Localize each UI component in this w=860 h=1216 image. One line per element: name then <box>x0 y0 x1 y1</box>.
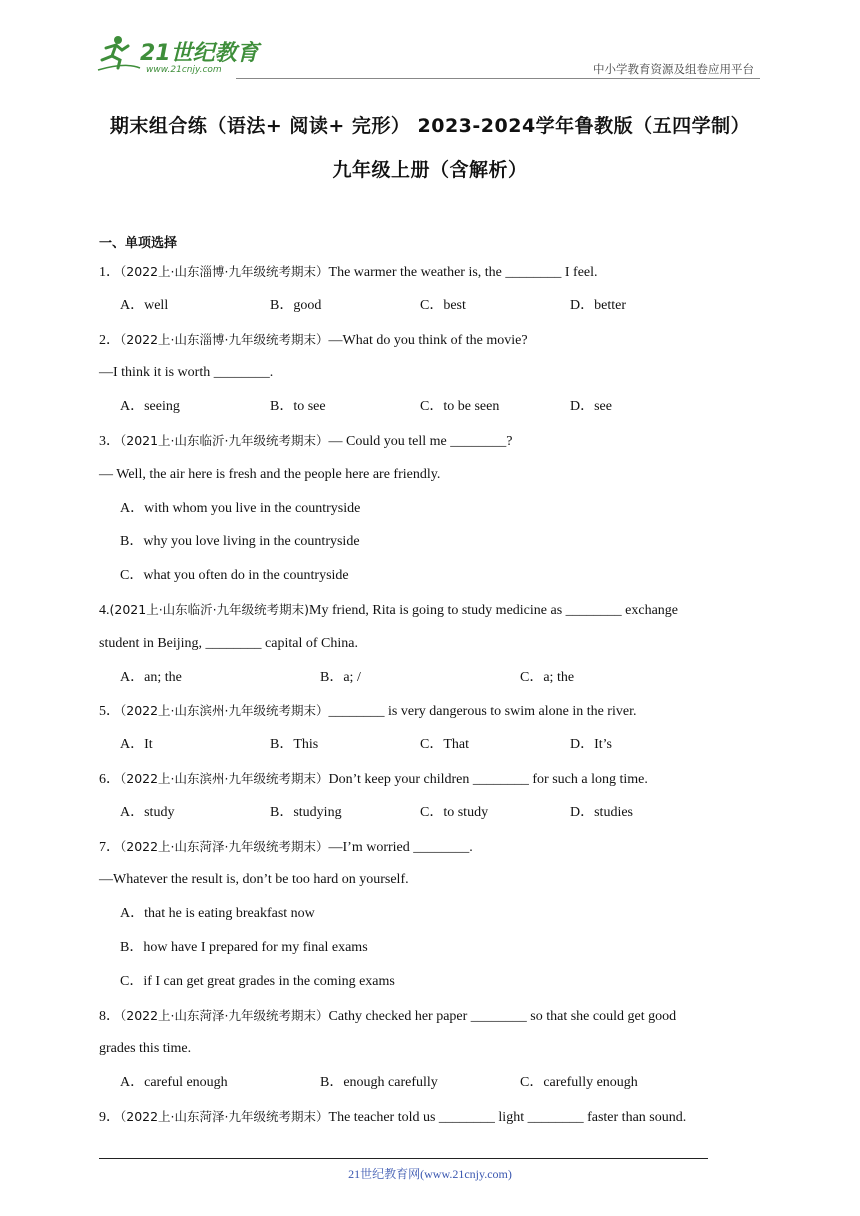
question-stem: The warmer the weather is, the ________ I feel. <box>328 265 598 280</box>
question-stem: —I’m worried ________. <box>328 839 473 855</box>
question-source: （2022上·山东菏泽·九年级统考期末） <box>120 1108 329 1124</box>
question-6-options <box>99 796 763 830</box>
question-number: 1． <box>99 265 120 280</box>
option-b: B．why you love living in the countryside <box>120 534 360 550</box>
option-a: A．careful enough <box>120 1075 228 1091</box>
option-b: B．to see <box>270 399 326 415</box>
question-4 <box>99 593 763 627</box>
question-number: 7． <box>99 839 120 855</box>
option-c: C．if I can get great grades in the coming exams <box>120 973 395 989</box>
question-stem: ________ is very dangerous to swim alone in the river. <box>328 704 637 720</box>
question-source: （2022上·山东滨州·九年级统考期末） <box>120 770 329 786</box>
header-divider <box>236 78 760 79</box>
section-title: 一、单项选择 <box>99 236 178 251</box>
question-2-line2: —I think it is worth ________. <box>99 365 274 381</box>
option-b: B．a; / <box>320 669 361 685</box>
option-b: B．enough carefully <box>320 1075 438 1091</box>
option-a: A．that he is eating breakfast now <box>120 906 315 922</box>
question-number: 5． <box>99 704 120 720</box>
question-8 <box>99 999 763 1033</box>
option-d: D．better <box>570 297 626 313</box>
option-c: C．carefully enough <box>520 1075 638 1091</box>
header-platform-text: 中小学教育资源及组卷应用平台 <box>593 62 754 76</box>
page-header <box>96 30 760 78</box>
option-b: B．studying <box>270 804 342 820</box>
question-2 <box>99 323 763 357</box>
option-a: A．study <box>120 804 175 820</box>
question-source: （2022上·山东滨州·九年级统考期末） <box>120 703 329 719</box>
question-7-line2: —Whatever the result is, don’t be too hard on yourself. <box>99 872 409 888</box>
question-stem: My friend, Rita is going to study medicine as ________ exchange <box>309 602 679 618</box>
question-number: 6． <box>99 771 120 787</box>
option-b: B．how have I prepared for my final exams <box>120 939 368 955</box>
question-9 <box>99 1100 763 1134</box>
option-d: D．studies <box>570 804 633 820</box>
question-number: 3． <box>99 433 120 449</box>
option-a: A．well <box>120 297 169 313</box>
question-stem: —What do you think of the movie? <box>328 332 528 348</box>
option-b: B．This <box>270 737 319 753</box>
option-d: D．see <box>570 399 612 415</box>
option-c: C．to study <box>420 804 489 820</box>
question-number: 9． <box>99 1109 120 1125</box>
logo-text: 21世纪教育 <box>140 41 259 66</box>
option-c: C．a; the <box>520 669 575 685</box>
question-number: 4. <box>99 602 110 618</box>
question-8-options <box>99 1066 763 1100</box>
question-source: （2022上·山东淄博·九年级统考期末） <box>120 264 329 279</box>
question-1-options <box>99 289 763 323</box>
question-source: （2022上·山东淄博·九年级统考期末） <box>120 331 329 347</box>
question-source: (2021上·山东临沂·九年级统考期末) <box>109 601 310 617</box>
footer-divider <box>99 1158 708 1159</box>
document-title-line2: 九年级上册（含解析） <box>332 159 528 181</box>
question-5 <box>99 694 763 728</box>
question-number: 8． <box>99 1008 120 1024</box>
question-number: 2． <box>99 332 120 348</box>
question-2-options <box>99 390 763 424</box>
option-a: A．an; the <box>120 669 182 685</box>
question-list <box>99 233 763 1134</box>
question-stem: Cathy checked her paper ________ so that she could get good <box>328 1008 677 1024</box>
option-a: A．with whom you live in the countryside <box>120 500 361 516</box>
site-logo <box>96 34 266 74</box>
question-7 <box>99 830 763 864</box>
option-d: D．It’s <box>570 737 612 753</box>
question-source: （2022上·山东菏泽·九年级统考期末） <box>120 1007 329 1023</box>
question-6 <box>99 762 763 796</box>
question-stem: Don’t keep your children ________ for such a long time. <box>328 771 648 787</box>
option-c: C．best <box>420 297 466 313</box>
question-source: （2022上·山东菏泽·九年级统考期末） <box>120 838 329 854</box>
question-source: （2021上·山东临沂·九年级统考期末） <box>120 432 329 448</box>
question-stem: The teacher told us ________ light ________ faster than sound. <box>328 1109 687 1125</box>
question-1 <box>99 255 763 289</box>
question-3-line2: — Well, the air here is fresh and the people here are friendly. <box>99 466 441 482</box>
question-4-line2: student in Beijing, ________ capital of China. <box>99 635 358 651</box>
question-4-options <box>99 661 763 695</box>
option-c: C．That <box>420 737 469 753</box>
option-c: C．what you often do in the countryside <box>120 568 349 584</box>
option-b: B．good <box>270 297 322 313</box>
question-3 <box>99 424 763 458</box>
question-5-options <box>99 728 763 762</box>
option-c: C．to be seen <box>420 399 500 415</box>
logo-url: www.21cnjy.com <box>146 65 222 74</box>
footer-link[interactable]: 21世纪教育网(www.21cnjy.com) <box>348 1167 512 1181</box>
option-a: A．It <box>120 737 153 753</box>
document-title-line1: 期末组合练（语法+ 阅读+ 完形） 2023-2024学年鲁教版（五四学制） <box>109 115 751 137</box>
runner-logo-icon <box>96 34 266 74</box>
question-stem: — Could you tell me ________? <box>328 433 513 449</box>
option-a: A．seeing <box>120 399 180 415</box>
question-8-line2: grades this time. <box>99 1041 192 1057</box>
